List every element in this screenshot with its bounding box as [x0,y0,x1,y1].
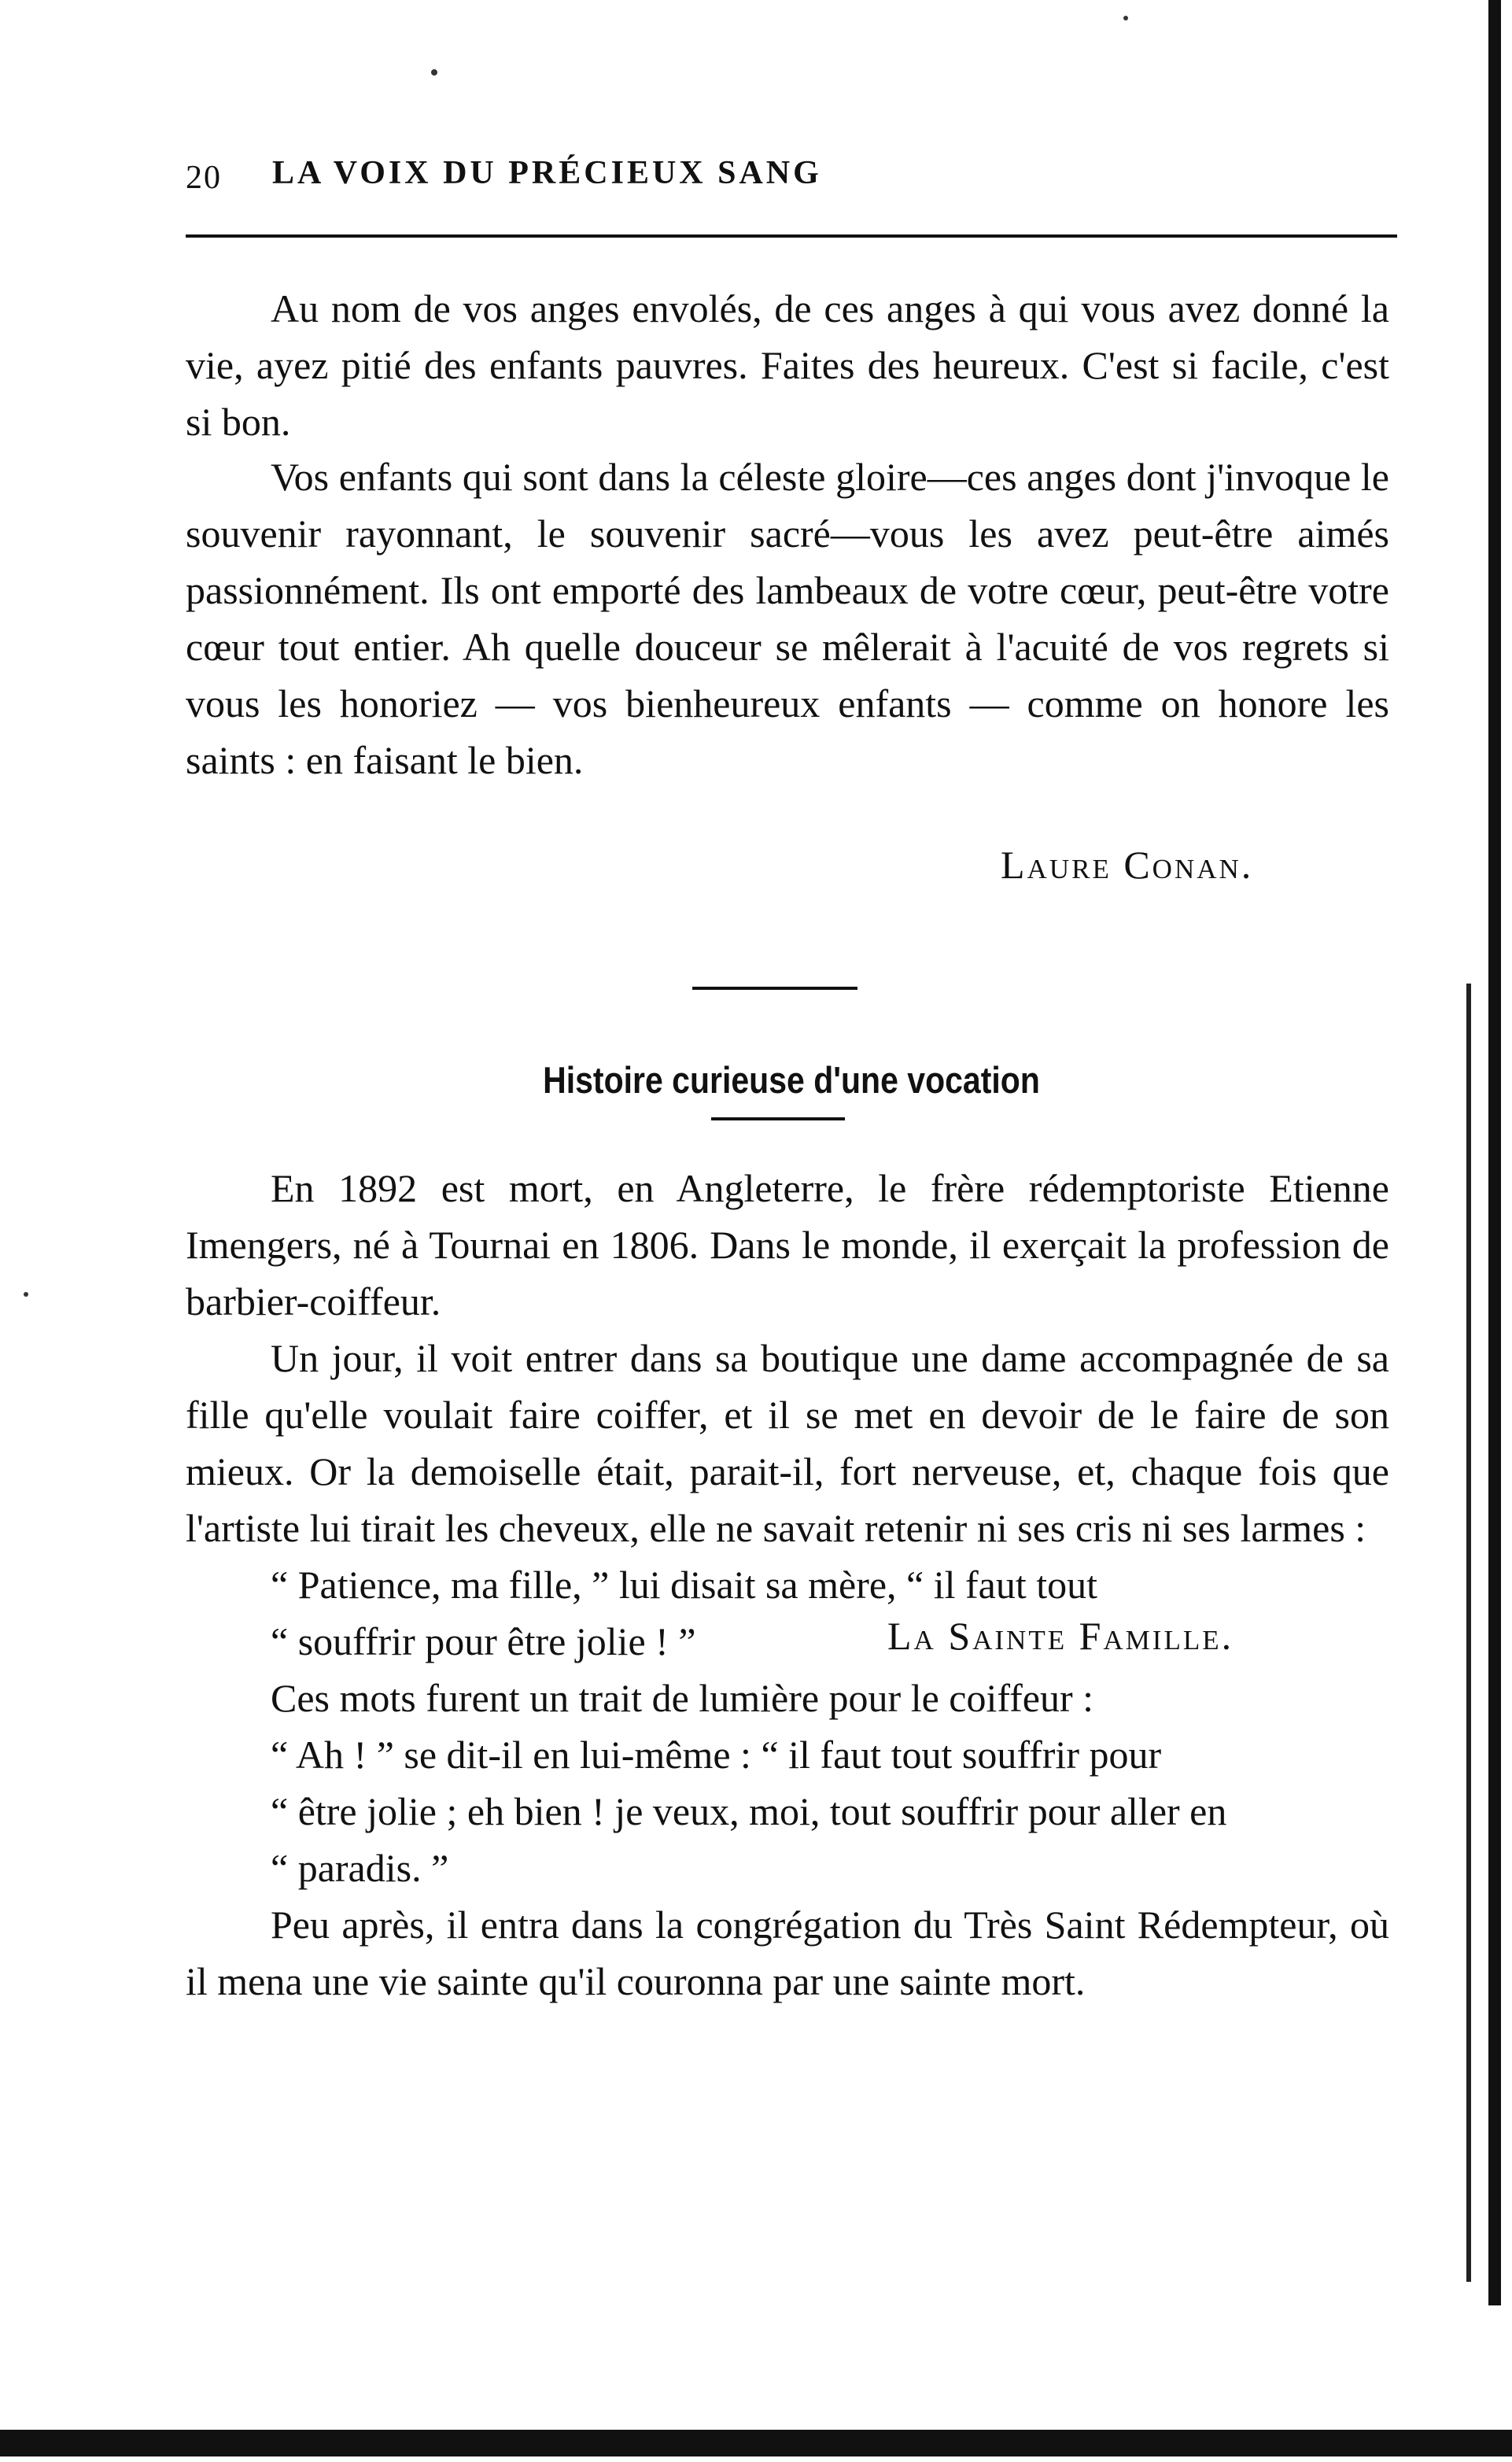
article2-quote-line: “ être jolie ; eh bien ! je veux, moi, tout souffrir pour aller en [271,1789,1227,1833]
title-underline [711,1117,845,1120]
article1-signature: Laure Conan. [1001,843,1254,887]
article2-quote-line: “ Ah ! ” se dit-il en lui-même : “ il faut tout souffrir pour [271,1733,1162,1777]
page-number: 20 [186,160,222,196]
running-title: LA VOIX DU PRÉCIEUX SANG [272,155,822,191]
article2-title: Histoire curieuse d'une vocation [543,1059,1040,1102]
ink-speck [431,69,437,76]
page-bottom-edge [0,2430,1512,2456]
article2-paragraph: Peu après, il entra dans la congrégation du Très Saint Rédempteur, où il mena une vie sainte qu'il couronna par une sainte mort. [186,1903,1389,2003]
article2-body [186,1160,1389,2010]
article1-paragraph-1: Au nom de vos anges envolés, de ces anges à qui vous avez donné la vie, ayez pitié des enfants pauvres. Faites des heureux. C'est si facile, c'est si bon. [186,286,1389,444]
section-divider [692,987,857,990]
article2-paragraph: Un jour, il voit entrer dans sa boutique une dame accompagnée de sa fille qu'elle voulait faire coiffer, et il se met en devoir de le faire de son mieux. Or la demoiselle était, parait-il, fort nerveuse, et, chaque fois que l'artiste lui tirait les cheveux, elle ne savait retenir ni ses cris ni ses larmes : [186,1336,1389,1550]
article2-signature: La Sainte Famille. [887,1614,1234,1658]
article2-paragraph: En 1892 est mort, en Angleterre, le frère rédemptoriste Etienne Imengers, né à Tournai en 1806. Dans le monde, il exerçait la profession de barbier-coiffeur. [186,1166,1389,1323]
article1-paragraph-2: Vos enfants qui sont dans la céleste gloire—ces anges dont j'invoque le souvenir rayonnant, le souvenir sacré—vous les avez peut-être aimés passionnément. Ils ont emporté des lambeaux de votre cœur, peut-être votre cœur tout entier. Ah quelle douceur se mêlerait à l'acuité de vos regrets si vous les honoriez — vos bienheureux enfants — comme on honore les saints : en faisant le bien. [186,455,1389,782]
article2-quote-line: “ Patience, ma fille, ” lui disait sa mère, “ il faut tout [271,1563,1098,1607]
page-edge-shadow [1488,0,1501,2305]
page-edge-line [1466,984,1471,2282]
article2-quote-line: “ paradis. ” [271,1846,449,1890]
article2-paragraph: Ces mots furent un trait de lumière pour le coiffeur : [271,1676,1093,1720]
header-rule [186,234,1397,238]
page-header [186,154,1397,209]
ink-speck [1123,16,1128,20]
ink-speck [24,1292,28,1297]
article2-quote-line: “ souffrir pour être jolie ! ” [271,1619,696,1663]
